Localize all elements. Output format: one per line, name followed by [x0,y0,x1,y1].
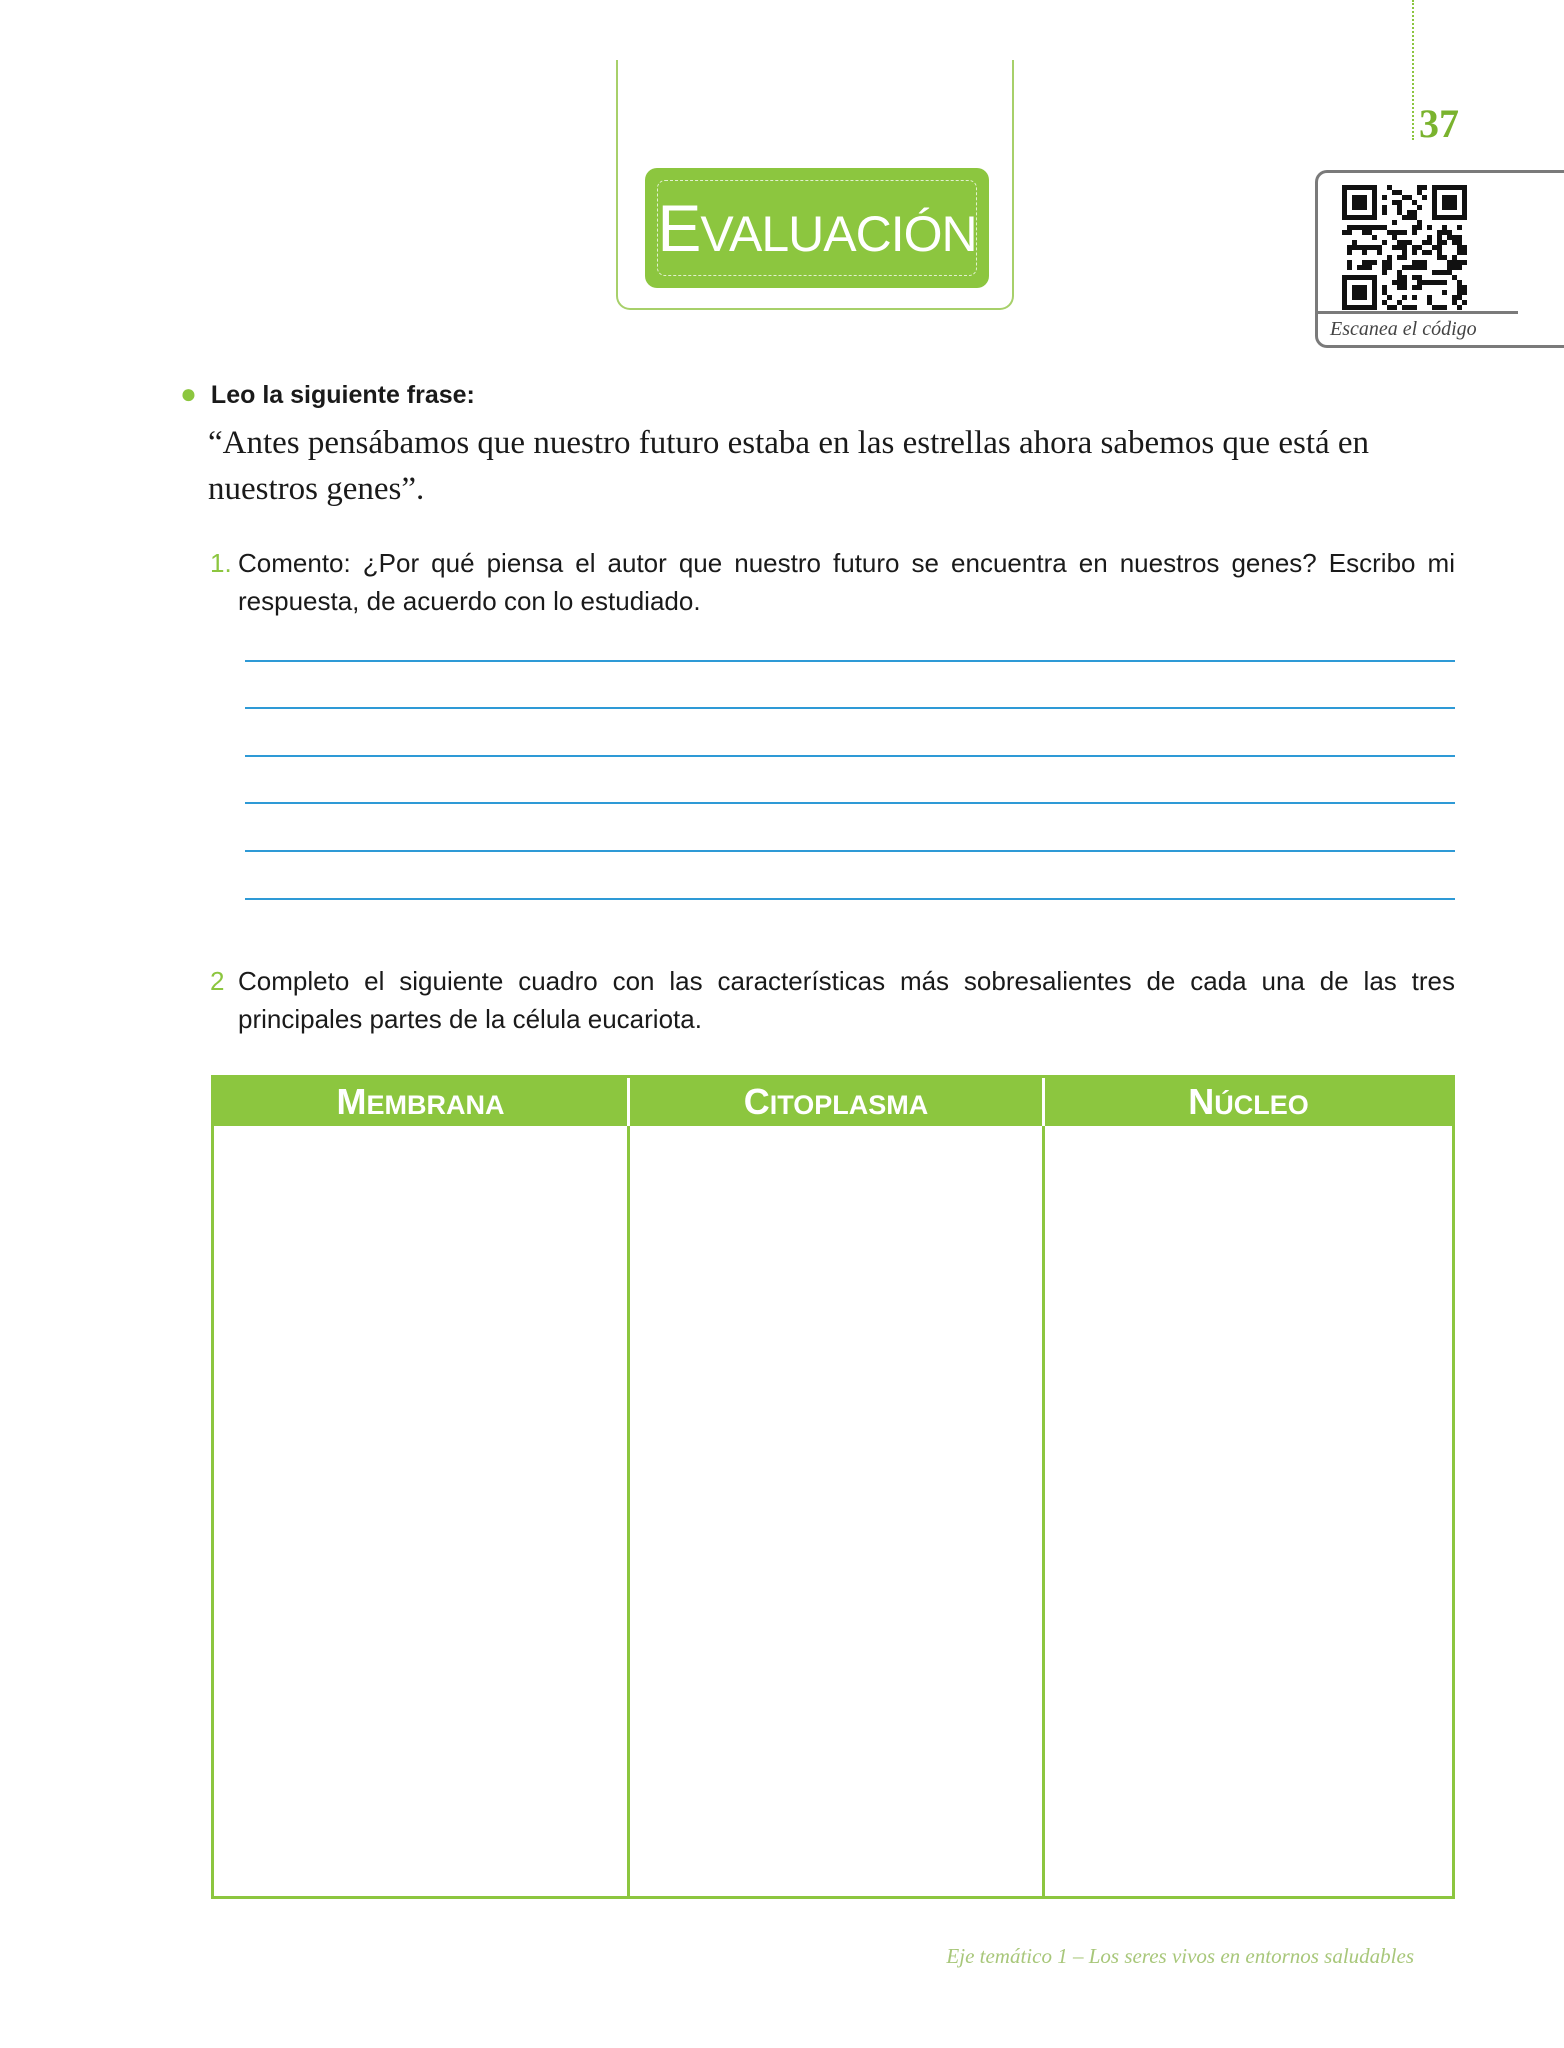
column-header-text: CITOPLASMA [743,1081,929,1122]
instruction [180,378,475,410]
column-header-nucleo [1045,1078,1452,1126]
cell-parts-table [211,1075,1455,1899]
section-title [657,180,977,276]
answer-line[interactable] [245,755,1455,757]
question-text: Comento: ¿Por qué piensa el autor que nuestro futuro se encuentra en nuestros genes? Escribo mi respuesta, de acuerdo con lo estudiado. [238,548,1455,616]
membrana-answer-cell[interactable] [214,1126,627,1896]
question-2 [210,962,1455,1038]
qr-caption: Escanea el código [1318,311,1518,345]
quote: “Antes pensábamos que nuestro futuro estaba en las estrellas ahora sabemos que está en nuestros genes”. [208,425,1370,507]
answer-line[interactable] [245,802,1455,804]
question-text: Completo el siguiente cuadro con las características más sobresalientes de cada una de las tres principales partes de la célula eucariota. [238,966,1455,1034]
footer-text: Eje temático 1 – Los seres vivos en entornos saludables [946,1944,1414,1968]
column-header-membrana [214,1078,627,1126]
header-divider [627,1078,630,1126]
citoplasma-answer-cell[interactable] [630,1126,1042,1896]
column-header-citoplasma [630,1078,1042,1126]
answer-line[interactable] [245,898,1455,900]
header-divider [1042,1078,1045,1126]
instruction-text: Leo la siguiente frase: [210,381,475,409]
page-number: 37 [1419,101,1459,146]
answer-line[interactable] [245,660,1455,662]
column-header-text: NÚCLEO [1188,1081,1309,1122]
section-title-box [645,168,989,288]
nucleo-answer-cell[interactable] [1045,1126,1452,1896]
qr-card[interactable] [1315,170,1564,348]
question-number: 2 [210,966,225,996]
column-header-text: MEMBRANA [336,1081,505,1122]
section-title-text: EVALUACIÓN [657,191,977,265]
question-1 [210,544,1455,620]
bullet-icon: ● [180,378,197,409]
question-number: 1. [210,548,232,578]
answer-line[interactable] [245,707,1455,709]
answer-line[interactable] [245,850,1455,852]
qr-code-icon[interactable] [1342,185,1476,311]
